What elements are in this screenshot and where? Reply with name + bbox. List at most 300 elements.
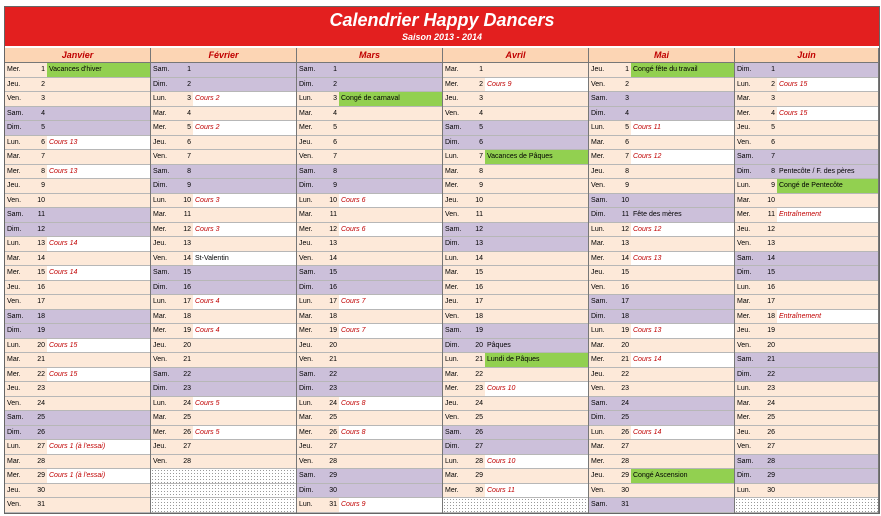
day-event: Cours 5	[193, 426, 296, 440]
day-row	[5, 121, 150, 136]
day-name: Sam.	[299, 269, 316, 276]
day-name: Jeu.	[591, 66, 605, 73]
day-number: 17	[329, 298, 337, 305]
day-row	[297, 179, 442, 194]
day-row	[735, 252, 878, 267]
day-number: 11	[767, 211, 775, 218]
day-number: 24	[621, 399, 629, 407]
day-row	[589, 165, 734, 180]
day-name: Dim.	[737, 66, 752, 73]
day-event: Cours 10	[485, 455, 588, 469]
day-number: 20	[329, 341, 337, 349]
day-name: Mar.	[153, 414, 167, 421]
day-name: Mer.	[153, 327, 167, 334]
day-name: Sam.	[7, 414, 24, 421]
day-name: Lun.	[299, 196, 313, 204]
day-number: 1	[479, 66, 483, 73]
day-number: 1	[771, 66, 775, 73]
day-number: 28	[621, 457, 629, 465]
day-number: 6	[187, 138, 191, 146]
day-row	[5, 281, 150, 296]
day-name: Mar.	[7, 356, 21, 363]
day-number: 26	[475, 428, 483, 436]
day-row	[5, 266, 150, 281]
day-number: 19	[621, 327, 629, 334]
day-name: Mar.	[737, 399, 751, 407]
day-number: 15	[475, 269, 483, 276]
day-number: 2	[771, 80, 775, 88]
day-event: Cours 15	[47, 368, 150, 382]
day-name: Ven.	[591, 182, 606, 189]
day-row	[735, 484, 878, 499]
month-header: Mars	[297, 48, 442, 63]
day-number: 10	[183, 196, 191, 204]
page-subtitle: Saison 2013 - 2014	[401, 32, 483, 42]
day-name: Sam.	[299, 167, 316, 175]
day-number: 13	[621, 240, 629, 247]
day-name: Mar.	[737, 95, 751, 102]
day-event: Cours 14	[47, 237, 150, 251]
day-name: Sam.	[299, 472, 316, 479]
day-row	[297, 426, 442, 441]
day-name: Mar.	[299, 312, 313, 320]
day-row	[151, 78, 296, 93]
day-name: Sam.	[153, 167, 170, 175]
day-name: Mer.	[7, 269, 21, 276]
day-name: Ven.	[153, 153, 168, 160]
day-row	[151, 455, 296, 470]
month-column	[297, 48, 443, 513]
day-event: Congé fête du travail	[631, 63, 734, 77]
day-number: 10	[767, 196, 775, 204]
day-number: 5	[333, 124, 337, 131]
day-row	[151, 426, 296, 441]
day-number: 16	[621, 283, 629, 291]
day-row	[589, 92, 734, 107]
day-name: Dim.	[737, 269, 752, 276]
day-row	[589, 411, 734, 426]
day-number: 26	[621, 428, 629, 436]
day-number: 23	[329, 385, 337, 392]
day-number: 28	[475, 457, 483, 465]
day-number: 30	[37, 486, 45, 494]
day-name: Sam.	[7, 211, 24, 218]
day-number: 22	[767, 370, 775, 378]
day-row	[297, 411, 442, 426]
day-name: Sam.	[153, 370, 170, 378]
day-event: Cours 12	[631, 223, 734, 237]
day-name: Ven.	[737, 240, 752, 247]
day-name: Sam.	[7, 109, 24, 117]
day-row	[151, 150, 296, 165]
day-number: 1	[625, 66, 629, 73]
day-name: Lun.	[445, 153, 459, 160]
day-row	[297, 310, 442, 325]
day-row	[589, 353, 734, 368]
day-name: Jeu.	[737, 428, 751, 436]
day-name: Ven.	[737, 138, 752, 146]
day-row	[297, 121, 442, 136]
day-row	[589, 237, 734, 252]
day-event: Fête des mères	[633, 211, 682, 218]
day-number: 13	[37, 240, 45, 247]
day-number: 17	[183, 298, 191, 305]
day-row	[5, 411, 150, 426]
day-name: Dim.	[299, 182, 314, 189]
day-number: 13	[183, 240, 191, 247]
day-number: 4	[333, 109, 337, 117]
day-number: 16	[329, 283, 337, 291]
day-row	[443, 411, 588, 426]
day-row	[589, 179, 734, 194]
day-name: Lun.	[737, 283, 751, 291]
day-name: Mer.	[737, 211, 751, 218]
day-number: 30	[329, 486, 337, 494]
day-row	[443, 194, 588, 209]
day-name: Jeu.	[7, 283, 21, 291]
day-row	[151, 368, 296, 383]
day-row	[589, 310, 734, 325]
day-row	[297, 498, 442, 513]
day-number: 6	[41, 138, 45, 146]
day-row	[297, 223, 442, 238]
day-event: Cours 15	[47, 339, 150, 353]
day-event: Cours 9	[339, 498, 442, 512]
day-row	[735, 469, 878, 484]
day-row	[297, 440, 442, 455]
day-row	[443, 150, 588, 165]
day-name: Sam.	[737, 457, 754, 465]
day-name: Mer.	[591, 457, 605, 465]
day-name: Jeu.	[737, 327, 751, 334]
day-row	[735, 136, 878, 151]
day-number: 26	[183, 428, 191, 436]
day-row	[443, 382, 588, 397]
day-number: 20	[183, 341, 191, 349]
day-event: Cours 4	[193, 295, 296, 309]
day-row	[589, 136, 734, 151]
day-row	[151, 469, 296, 484]
day-name: Sam.	[737, 356, 754, 363]
day-number: 10	[329, 196, 337, 204]
day-row	[297, 237, 442, 252]
day-number: 24	[329, 399, 337, 407]
day-number: 4	[771, 109, 775, 117]
day-name: Jeu.	[445, 95, 459, 102]
month-column	[589, 48, 735, 513]
day-number: 16	[767, 283, 775, 291]
day-event: Cours 5	[193, 397, 296, 411]
day-row	[5, 339, 150, 354]
day-name: Dim.	[591, 414, 606, 421]
day-row	[443, 136, 588, 151]
day-row	[735, 411, 878, 426]
day-name: Mer.	[445, 486, 459, 494]
day-number: 17	[37, 298, 45, 305]
day-number: 30	[475, 486, 483, 494]
month-header: Janvier	[5, 48, 150, 63]
day-row	[297, 266, 442, 281]
day-name: Mar.	[153, 211, 167, 218]
day-name: Ven.	[445, 312, 460, 320]
day-row	[589, 339, 734, 354]
day-name: Dim.	[299, 283, 314, 291]
day-row	[297, 397, 442, 412]
day-name: Mar.	[445, 472, 459, 479]
day-number: 7	[187, 153, 191, 160]
day-number: 28	[767, 457, 775, 465]
day-name: Dim.	[591, 312, 606, 320]
day-name: Mer.	[153, 124, 167, 131]
day-number: 4	[625, 109, 629, 117]
day-name: Sam.	[445, 124, 462, 131]
day-row	[443, 397, 588, 412]
day-row	[297, 150, 442, 165]
day-name: Lun.	[591, 124, 605, 131]
day-number: 5	[41, 124, 45, 131]
day-row	[443, 165, 588, 180]
day-number: 17	[767, 298, 775, 305]
day-name: Sam.	[737, 153, 754, 160]
day-row	[297, 208, 442, 223]
day-name: Jeu.	[737, 225, 751, 233]
day-name: Lun.	[591, 327, 605, 334]
day-name: Dim.	[7, 327, 22, 334]
day-number: 25	[37, 414, 45, 421]
day-event: Entraînement	[777, 208, 878, 222]
day-number: 11	[329, 211, 337, 218]
day-number: 21	[183, 356, 191, 363]
day-row	[443, 469, 588, 484]
day-name: Dim.	[7, 428, 22, 436]
day-name: Mer.	[737, 109, 751, 117]
day-event: Pâques	[487, 341, 511, 349]
day-number: 29	[329, 472, 337, 479]
day-name: Mer.	[299, 225, 313, 233]
day-row	[151, 194, 296, 209]
day-name: Lun.	[299, 298, 313, 305]
day-row	[297, 194, 442, 209]
day-number: 14	[767, 254, 775, 262]
months-grid	[5, 48, 879, 513]
day-number: 27	[767, 443, 775, 450]
day-number: 27	[37, 443, 45, 450]
day-event: Vacances de Pâques	[485, 150, 588, 164]
day-number: 18	[329, 312, 337, 320]
day-row	[443, 353, 588, 368]
day-name: Jeu.	[7, 182, 21, 189]
day-name: Ven.	[445, 414, 460, 421]
day-row	[5, 440, 150, 455]
day-number: 23	[621, 385, 629, 392]
day-name: Ven.	[591, 283, 606, 291]
day-row	[151, 165, 296, 180]
day-name: Jeu.	[445, 196, 459, 204]
day-row	[5, 310, 150, 325]
day-row	[5, 324, 150, 339]
day-row	[589, 194, 734, 209]
day-row	[589, 440, 734, 455]
day-name: Lun.	[737, 182, 751, 189]
day-name: Sam.	[299, 66, 316, 73]
day-number: 22	[621, 370, 629, 378]
day-number: 5	[479, 124, 483, 131]
day-name: Mer.	[153, 225, 167, 233]
day-row	[589, 469, 734, 484]
day-number: 9	[625, 182, 629, 189]
day-number: 13	[329, 240, 337, 247]
day-row	[297, 107, 442, 122]
day-number: 8	[187, 167, 191, 175]
day-name: Dim.	[153, 80, 168, 88]
day-name: Ven.	[153, 356, 168, 363]
day-name: Jeu.	[153, 138, 167, 146]
day-row	[735, 63, 878, 78]
day-name: Lun.	[299, 95, 313, 102]
day-row	[297, 295, 442, 310]
day-name: Dim.	[737, 167, 752, 175]
month-header: Juin	[735, 48, 878, 63]
day-row	[735, 237, 878, 252]
day-row	[297, 165, 442, 180]
day-name: Dim.	[299, 385, 314, 392]
day-name: Ven.	[737, 341, 752, 349]
month-header: Février	[151, 48, 296, 63]
day-number: 15	[621, 269, 629, 276]
day-event: Cours 11	[485, 484, 588, 498]
day-row	[589, 121, 734, 136]
day-row	[589, 426, 734, 441]
day-number: 31	[621, 501, 629, 508]
day-event: Congé Ascension	[631, 469, 734, 483]
day-row	[735, 324, 878, 339]
day-name: Jeu.	[591, 167, 605, 175]
day-number: 7	[771, 153, 775, 160]
day-name: Jeu.	[445, 298, 459, 305]
day-row	[297, 469, 442, 484]
day-row	[151, 252, 296, 267]
month-column	[443, 48, 589, 513]
day-number: 9	[479, 182, 483, 189]
day-row	[735, 150, 878, 165]
day-number: 8	[771, 167, 775, 175]
day-number: 11	[183, 211, 191, 218]
day-event: Cours 3	[193, 194, 296, 208]
day-name: Dim.	[737, 472, 752, 479]
day-row	[5, 498, 150, 513]
day-number: 7	[41, 153, 45, 160]
day-number: 11	[475, 211, 483, 218]
day-number: 2	[479, 80, 483, 88]
day-name: Sam.	[153, 269, 170, 276]
day-row	[589, 484, 734, 499]
day-row	[589, 382, 734, 397]
day-number: 21	[621, 356, 629, 363]
day-name: Sam.	[591, 501, 608, 508]
page-title: Calendrier Happy Dancers	[329, 10, 555, 30]
day-number: 13	[767, 240, 775, 247]
day-event: Cours 11	[631, 121, 734, 135]
day-number: 25	[767, 414, 775, 421]
day-name: Jeu.	[299, 443, 313, 450]
day-number: 2	[41, 80, 45, 88]
day-number: 14	[475, 254, 483, 262]
calendar-sheet	[4, 6, 880, 514]
day-row	[443, 266, 588, 281]
day-name: Ven.	[445, 211, 460, 218]
day-name: Ven.	[7, 501, 22, 508]
day-number: 8	[333, 167, 337, 175]
day-name: Ven.	[591, 385, 606, 392]
day-row	[5, 92, 150, 107]
day-number: 21	[329, 356, 337, 363]
day-number: 14	[329, 254, 337, 262]
day-number: 17	[475, 298, 483, 305]
day-number: 2	[625, 80, 629, 88]
day-number: 28	[329, 457, 337, 465]
month-column	[5, 48, 151, 513]
day-event: Pentecôte / F. des pères	[779, 167, 855, 175]
day-number: 10	[621, 196, 629, 204]
day-name: Ven.	[591, 486, 606, 494]
day-name: Jeu.	[153, 443, 167, 450]
day-name: Mar.	[153, 312, 167, 320]
day-name: Ven.	[299, 356, 314, 363]
day-event: Cours 3	[193, 223, 296, 237]
day-number: 18	[475, 312, 483, 320]
day-name: Sam.	[591, 298, 608, 305]
day-row	[443, 179, 588, 194]
day-number: 4	[41, 109, 45, 117]
day-event: Cours 13	[47, 165, 150, 179]
day-row	[151, 136, 296, 151]
day-number: 22	[37, 370, 45, 378]
day-name: Ven.	[737, 443, 752, 450]
day-event: Cours 8	[339, 426, 442, 440]
day-row	[735, 266, 878, 281]
day-row	[151, 121, 296, 136]
day-row	[443, 295, 588, 310]
day-row	[443, 498, 588, 513]
day-event: Cours 15	[777, 107, 878, 121]
day-number: 21	[475, 356, 483, 363]
day-row	[735, 440, 878, 455]
day-name: Mar.	[591, 240, 605, 247]
day-row	[297, 353, 442, 368]
day-number: 28	[37, 457, 45, 465]
day-number: 3	[479, 95, 483, 102]
day-row	[589, 107, 734, 122]
day-row	[589, 281, 734, 296]
day-row	[297, 484, 442, 499]
day-row	[589, 498, 734, 513]
day-name: Jeu.	[737, 124, 751, 131]
day-number: 12	[621, 225, 629, 233]
day-name: Lun.	[7, 240, 21, 247]
day-number: 22	[475, 370, 483, 378]
day-name: Jeu.	[7, 385, 21, 392]
day-name: Jeu.	[153, 341, 167, 349]
day-number: 16	[183, 283, 191, 291]
day-event: Cours 12	[631, 150, 734, 164]
day-number: 20	[767, 341, 775, 349]
day-event: St-Valentin	[193, 252, 296, 266]
day-row	[735, 310, 878, 325]
day-number: 24	[767, 399, 775, 407]
day-row	[151, 223, 296, 238]
day-name: Dim.	[153, 182, 168, 189]
day-number: 6	[771, 138, 775, 146]
